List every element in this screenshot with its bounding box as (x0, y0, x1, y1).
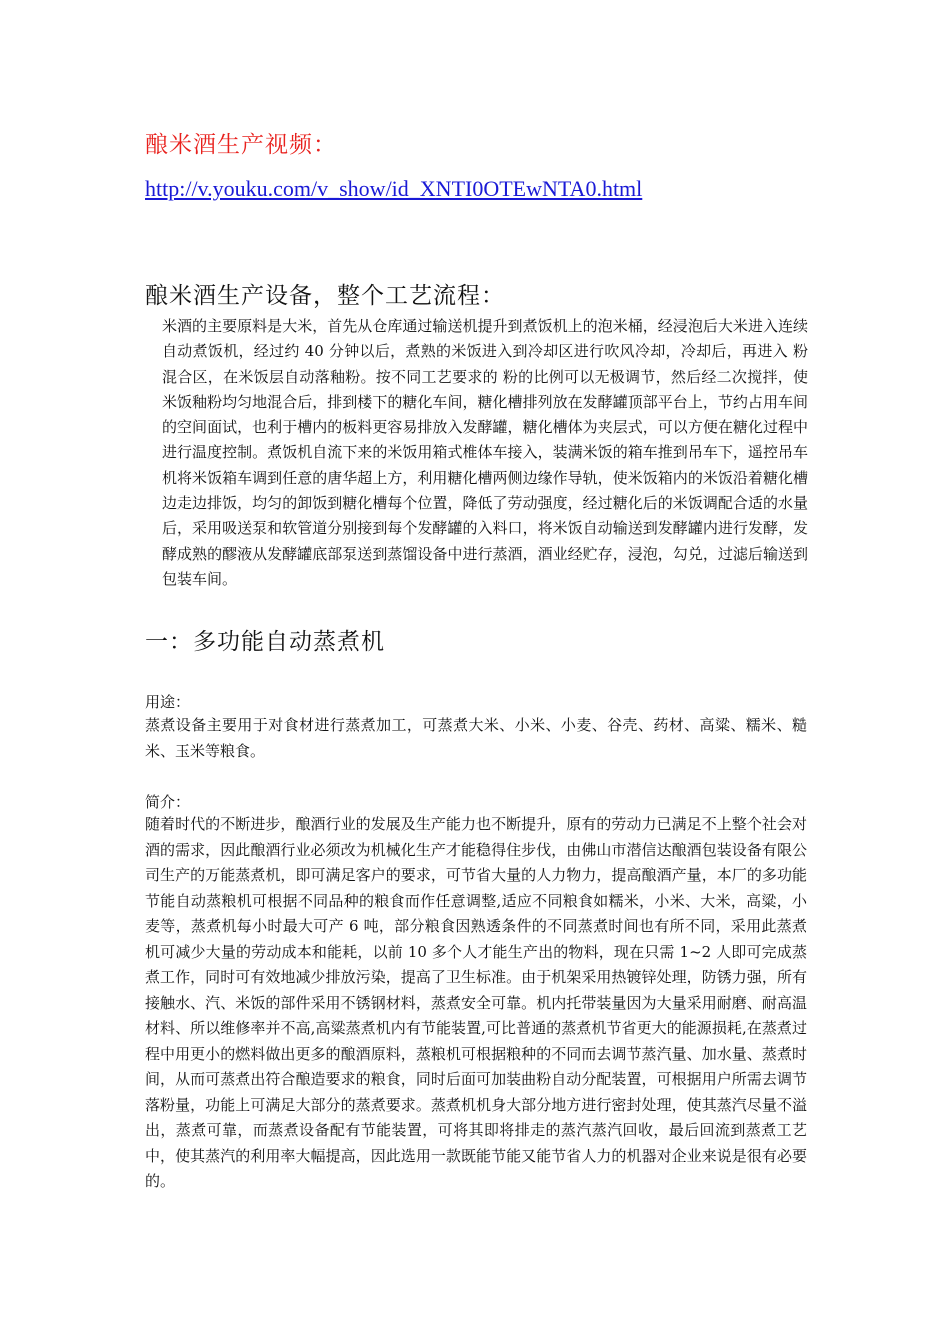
usage-text: 蒸煮设备主要用于对食材进行蒸煮加工，可蒸煮大米、小米、小麦、谷壳、药材、高粱、糯米、糙米、玉米等粮食。 (145, 716, 807, 760)
usage-label: 用途： (145, 693, 191, 711)
process-description: 米酒的主要原料是大米，首先从仓库通过输送机提升到煮饭机上的泡米桶，经浸泡后大米进入连续自动煮饭机，经过约 40 分钟以后，煮熟的米饭进入到冷却区进行吹风冷却，冷却后，再进入 粉混合区，在米饭层自动落釉粉。按不同工艺要求的 粉的比例可以无极调节，然后经二次搅拌，使米饭釉粉均匀地混合后，排到楼下的糖化车间，糖化槽排列放在发酵罐顶部平台上，节约占用车间的空间面试，也利于槽内的板料更容易排放入发酵罐，糖化槽体为夹层式，可以方便在糖化过程中进行温度控制。煮饭机自流下来的米饭用箱式椎体车接入，装满米饭的箱车推到吊车下，遥控吊车机将米饭箱车调到任意的唐华超上方，利用糖化槽两侧边缘作导轨，使米饭箱内的米饭沿着糖化槽边走边排饭，均匀的卸饭到糖化槽每个位置，降低了劳动强度，经过糖化后的米饭调配合适的水量后，采用吸送泵和软管道分别接到每个发酵罐的入料口，将米饭自动输送到发酵罐内进行发酵，发酵成熟的醪液从发酵罐底部泵送到蒸馏设备中进行蒸酒，酒业经贮存，浸泡，勾兑，过滤后输送到包装车间。 (162, 317, 808, 588)
intro-text: 随着时代的不断进步，酿酒行业的发展及生产能力也不断提升，原有的劳动力已满足不上整个社会对酒的需求，因此酿酒行业必须改为机械化生产才能稳得住步伐，由佛山市潜信达酿酒包装设备有限公司生产的万能蒸煮机，即可满足客户的要求，可节省大量的人力物力，提高酿酒产量，本厂的多功能节能自动蒸粮机可根据不同品种的粮食而作任意调整,适应不同粮食如糯米，小米、大米，高粱，小麦等，蒸煮机每小时最大可产 6 吨，部分粮食因熟透条件的不同蒸煮时间也有所不同，采用此蒸煮机可减少大量的劳动成本和能耗，以前 10 多个人才能生产出的物料，现在只需 1~2 人即可完成蒸煮工作，同时可有效地减少排放污染，提高了卫生标准。由于机架采用热镀锌处理，防锈力强，所有接触水、汽、米饭的部件采用不锈钢材料，蒸煮安全可靠。机内托带装量因为大量采用耐磨、耐高温材料、所以维修率并不高,高粱蒸煮机内有节能装置,可比普通的蒸煮机节省更大的能源损耗,在蒸煮过程中用更小的燃料做出更多的酿酒原料，蒸粮机可根据粮种的不同而去调节蒸汽量、加水量、蒸煮时间，从而可蒸煮出符合酿造要求的粮食，同时后面可加装曲粉自动分配装置，可根据用户所需去调节落粉量，功能上可满足大部分的蒸煮要求。蒸煮机机身大部分地方进行密封处理，使其蒸汽尽量不溢出，蒸煮可靠，而蒸煮设备配有节能装置，可将其即将排走的蒸汽蒸汽回收，最后回流到蒸煮工艺中，使其蒸汽的利用率大幅提高，因此选用一款既能节能又能节省人力的机器对企业来说是很有必要的。 (145, 815, 807, 1190)
process-section-title: 酿米酒生产设备，整个工艺流程： (145, 283, 505, 309)
steamer-section-title: 一：多功能自动蒸煮机 (145, 629, 385, 655)
video-link[interactable]: http://v.youku.com/v_show/id_XNTI0OTEwNTA0.html (145, 176, 643, 201)
intro-label: 简介： (145, 793, 191, 811)
video-section-title: 酿米酒生产视频： (145, 132, 337, 158)
